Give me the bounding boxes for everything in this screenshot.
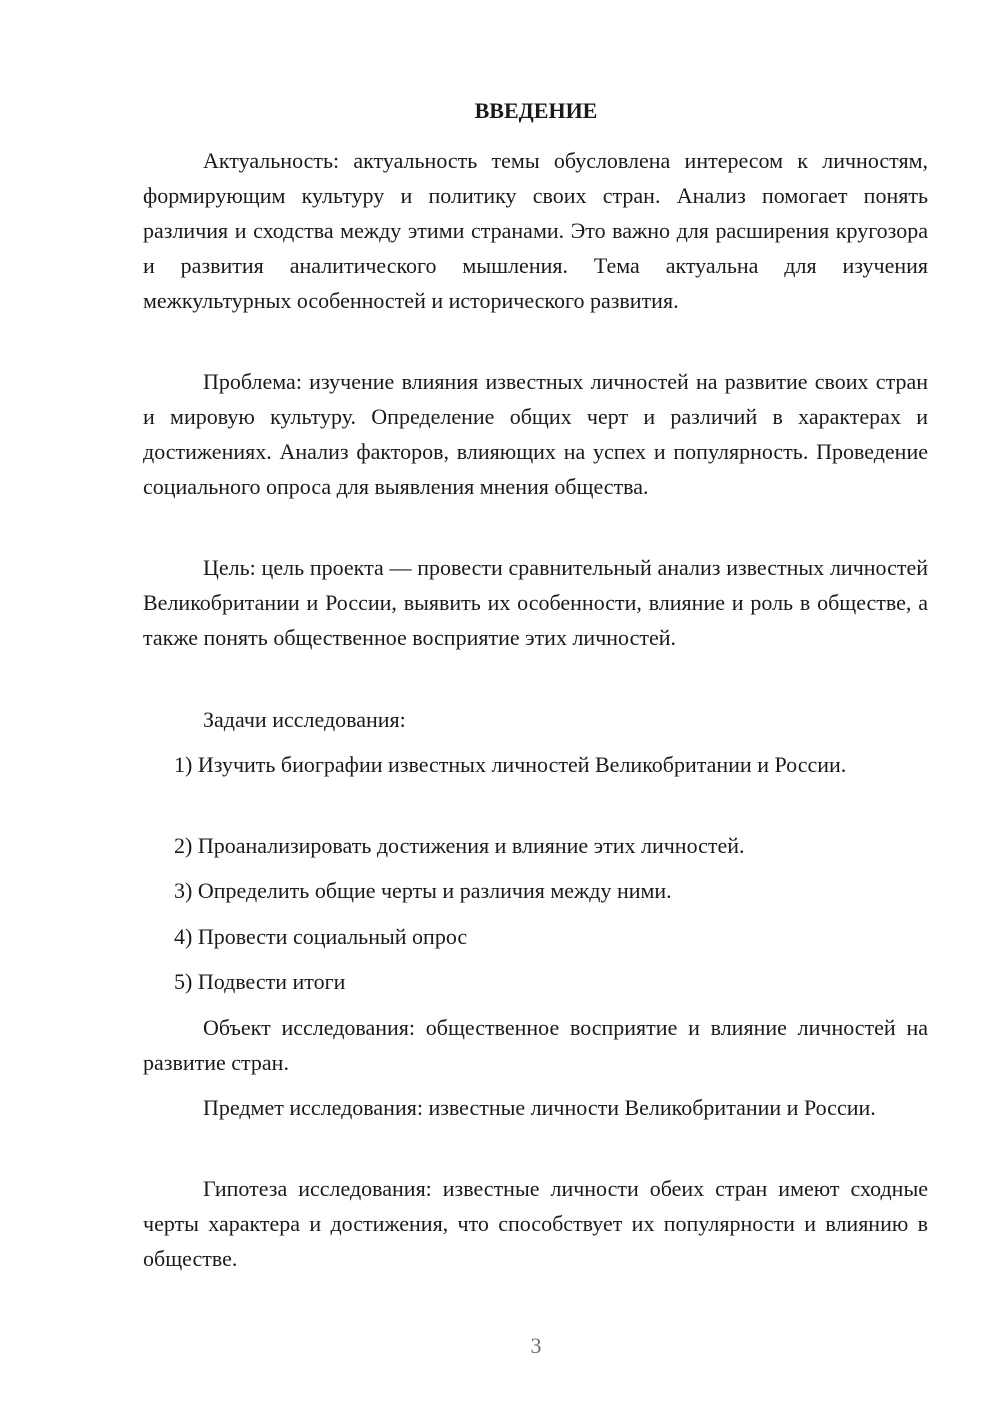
page-number: 3 xyxy=(530,1333,542,1358)
paragraph-hypothesis: Гипотеза исследования: известные личности обеих стран имеют сходные черты характера и достижения, что способствует их популярности и влиянию в обществе. xyxy=(143,1176,928,1271)
task-item-1: 1) Изучить биографии известных личностей Великобритании и России. xyxy=(174,752,847,777)
task-item-3: 3) Определить общие черты и различия между ними. xyxy=(174,878,672,903)
task-item-5: 5) Подвести итоги xyxy=(174,969,346,994)
task-item-4: 4) Провести социальный опрос xyxy=(174,924,468,949)
paragraph-relevance: Актуальность: актуальность темы обусловлена интересом к личностям, формирующим культуру и политику своих стран. Анализ помогает понять различия и сходства между этими странами. Это важно для расширения кругозора и развития аналитического мышления. Тема актуальна для изучения межкультурных особенностей и исторического развития. xyxy=(143,148,928,313)
task-item-2: 2) Проанализировать достижения и влияние этих личностей. xyxy=(174,833,745,858)
paragraph-problem: Проблема: изучение влияния известных личностей на развитие своих стран и мировую культуру. Определение общих черт и различий в характерах и достижениях. Анализ факторов, влияющих на успех и популярность. Проведение социального опроса для выявления мнения общества. xyxy=(143,369,928,499)
tasks-heading: Задачи исследования: xyxy=(203,707,406,732)
paragraph-goal: Цель: цель проекта — провести сравнительный анализ известных личностей Великобритании и России, выявить их особенности, влияние и роль в обществе, а также понять общественное восприятие этих личностей. xyxy=(143,555,928,650)
paragraph-subject: Предмет исследования: известные личности Великобритании и России. xyxy=(203,1095,876,1120)
paragraph-object: Объект исследования: общественное восприятие и влияние личностей на развитие стран. xyxy=(143,1015,928,1075)
page-title: ВВЕДЕНИЕ xyxy=(474,98,598,123)
